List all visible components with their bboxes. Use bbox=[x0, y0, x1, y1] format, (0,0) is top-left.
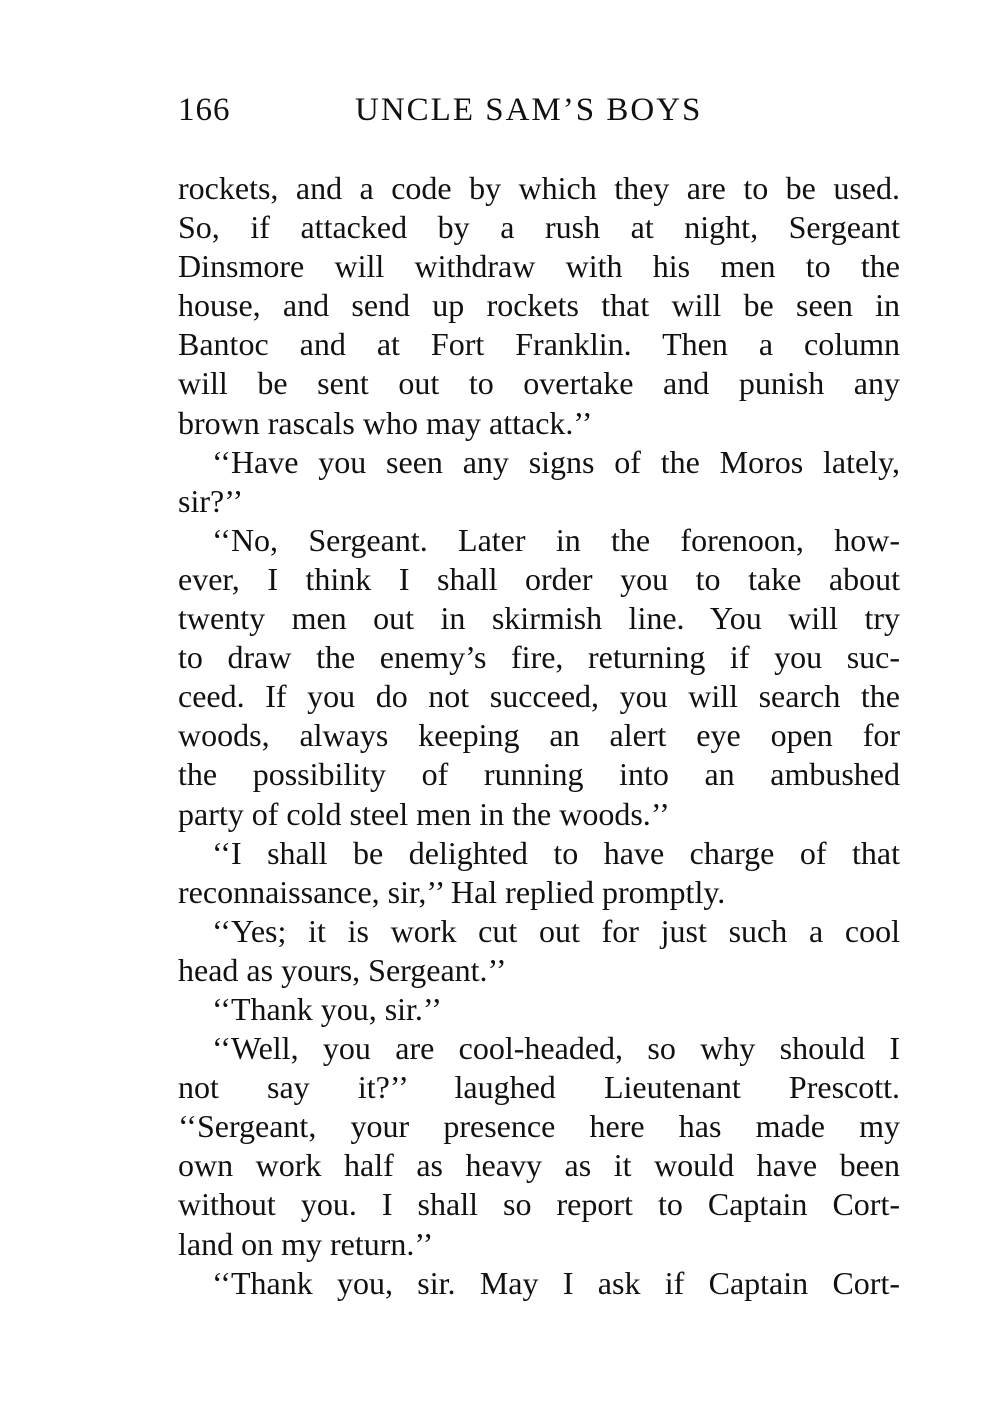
text-line: reconnaissance, sir,’’ Hal replied promptly. bbox=[178, 873, 726, 910]
text-line: sir?’’ bbox=[178, 482, 244, 519]
text-line: will be sent out to overtake and punish any bbox=[178, 365, 900, 402]
text-line: the possibility of running into an ambushed bbox=[178, 756, 900, 793]
text-line: ‘‘Thank you, sir. May I ask if Captain Cort- bbox=[212, 1264, 900, 1301]
text-line: ‘‘Yes; it is work cut out for just such a cool bbox=[212, 912, 900, 949]
text-line: ‘‘Thank you, sir.’’ bbox=[212, 990, 442, 1027]
text-line: Dinsmore will withdraw with his men to the bbox=[178, 248, 900, 285]
text-line: ceed. If you do not succeed, you will search the bbox=[178, 678, 900, 715]
text-line: ‘‘I shall be delighted to have charge of that bbox=[212, 834, 900, 871]
text-line: house, and send up rockets that will be seen in bbox=[178, 287, 900, 324]
text-line: to draw the enemy’s fire, returning if you suc- bbox=[178, 639, 900, 676]
body-text bbox=[178, 169, 900, 1303]
text-line: head as yours, Sergeant.’’ bbox=[178, 951, 507, 988]
running-title: UNCLE SAM’S BOYS bbox=[355, 92, 703, 128]
text-line: ‘‘Sergeant, your presence here has made my bbox=[178, 1108, 900, 1145]
text-line: not say it?’’ laughed Lieutenant Prescott. bbox=[178, 1069, 900, 1106]
text-line: ‘‘No, Sergeant. Later in the forenoon, how- bbox=[212, 521, 900, 558]
text-line: own work half as heavy as it would have been bbox=[178, 1147, 900, 1184]
text-line: land on my return.’’ bbox=[178, 1225, 434, 1262]
text-line: party of cold steel men in the woods.’’ bbox=[178, 795, 670, 832]
text-line: ever, I think I shall order you to take about bbox=[178, 560, 900, 597]
text-line: twenty men out in skirmish line. You will try bbox=[178, 600, 900, 637]
page-header bbox=[178, 88, 900, 132]
text-line: woods, always keeping an alert eye open for bbox=[178, 717, 900, 754]
text-line: ‘‘Have you seen any signs of the Moros lately, bbox=[212, 443, 900, 480]
text-line: ‘‘Well, you are cool-headed, so why should I bbox=[212, 1030, 900, 1067]
text-line: Bantoc and at Fort Franklin. Then a column bbox=[178, 326, 900, 363]
text-line: So, if attacked by a rush at night, Sergeant bbox=[178, 209, 900, 246]
page-number: 166 bbox=[178, 92, 231, 128]
text-line: brown rascals who may attack.’’ bbox=[178, 404, 593, 441]
text-line: rockets, and a code by which they are to be used. bbox=[178, 170, 900, 206]
text-line: without you. I shall so report to Captain Cort- bbox=[178, 1186, 900, 1223]
